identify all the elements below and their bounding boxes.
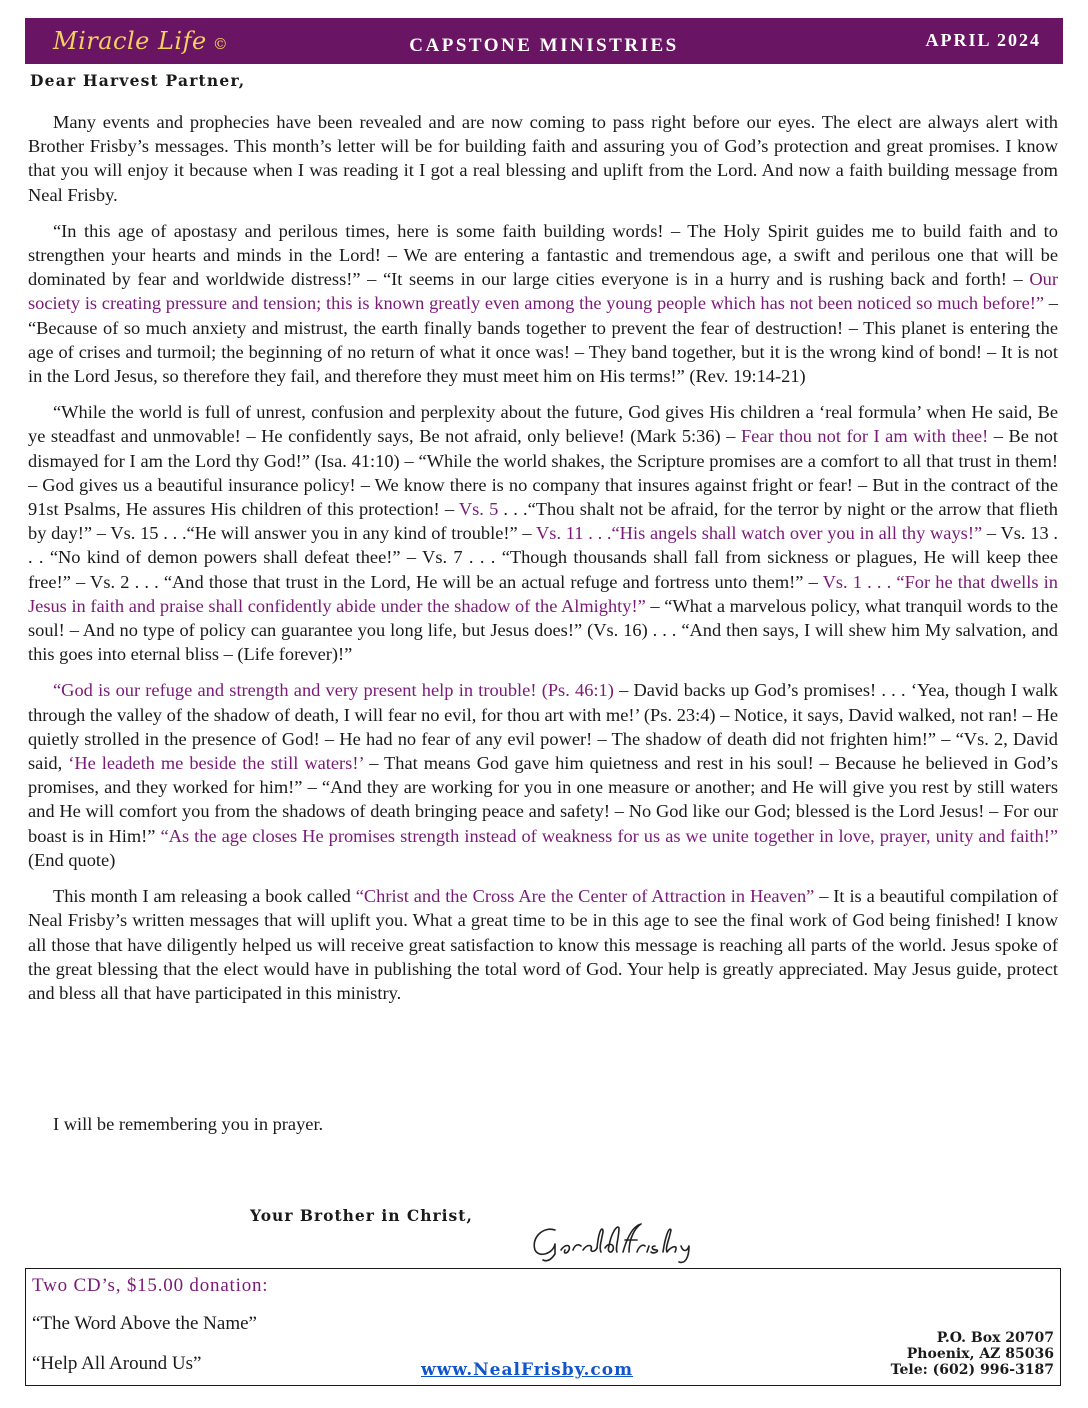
signature [525,1218,730,1266]
greeting: Dear Harvest Partner, [30,71,246,90]
signoff: Your Brother in Christ, [250,1206,473,1225]
paragraph-4: “God is our refuge and strength and very present help in trouble! (Ps. 46:1) – David backs up God’s promises! . . . ‘Yea, though I walk through the valley of the shadow of death, I will fear no evil, for thou art with me!’ (Ps. 23:4) – Notice, it says, David walked, not ran! – He quietly strolled in the presence of God! – He had no fear of any evil power! – The shadow of death did not frighten him!” – “Vs. 2, David said, ‘He leadeth me beside the still waters!’ – That means God gave him quietness and rest in his soul! – Because he believed in God’s promises, and they worked for him!” – “And they are working for you in one measure or another; and He will give you rest by still waters and He will comfort you from the shadows of death bringing peace and safety! – No God like our God; blessed is the Lord Jesus! – For our boast is in Him!” “As the age closes He promises strength instead of weakness for us as we unite together in love, prayer, unity and faith!” (End quote) [28,680,1058,870]
paragraph-1: Many events and prophecies have been revealed and are now coming to pass right before our eyes. The elect are always alert with Brother Frisby’s messages. This month’s letter will be for building faith and assuring you of God’s protection and great promises. I know that you will enjoy it because when I was reading it I got a real blessing and uplift from the Lord. And now a faith building message from Neal Frisby. [28,112,1058,205]
paragraph-2: “In this age of apostasy and perilous times, here is some faith building words! – The Holy Spirit guides me to build faith and to strengthen your hearts and minds in the Lord! – We are entering a fantastic and tremendous age, a swift and perilous one that will be dominated by fear and worldwide distress!” – “It seems in our large cities everyone is in a hurry and is rushing back and forth! – Our society is creating pressure and tension; this is known greatly even among the young people which has not been noticed so much before!” – “Because of so much anxiety and mistrust, the earth finally bands together to prevent the fear of destruction! – This planet is entering the age of crises and turmoil; the beginning of no return of what it once was! – They band together, but it is the wrong kind of bond! – It is not in the Lord Jesus, so therefore they fail, and therefore they must meet him on His terms!” (Rev. 19:14-21) [28,220,1058,387]
highlight-still-waters: ‘He leadeth me beside the still waters!’ [68,753,364,774]
paragraph-5: This month I am releasing a book called “Christ and the Cross Are the Center of Attraction in Heaven” – It is a beautiful compilation of Neal Frisby’s written messages that will uplift you. What a great time to be in this age to see the final work of God being finished! I know all those that have diligently helped us will receive great satisfaction to know this message is reaching all parts of the world. Jesus spoke of the great blessing that the elect would have in publishing the total word of God. Your help is greatly appreciated. May Jesus guide, protect and bless all that have participated in this ministry. [28,886,1059,1003]
paragraph-3: “While the world is full of unrest, confusion and perplexity about the future, God gives His children a ‘real formula’ when He said, Be ye steadfast and unmovable! – He confidently says, Be not afraid, only believe! (Mark 5:36) – Fear thou not for I am with thee! – Be not dismayed for I am the Lord thy God!” (Isa. 41:10) – “While the world shakes, the Scripture promises are a comfort to all that trust in them! – God gives us a beautiful insurance policy! – We know there is no company that insures against fright or fear! – But in the contract of the 91st Psalms, He assures His children of this protection! – Vs. 5 . . .“Thou shalt not be afraid, for the terror by night or the arrow that flieth by day!” – Vs. 15 . . .“He will answer you in any kind of trouble!” – Vs. 11 . . .“His angels shall watch over you in all thy ways!” – Vs. 13 . . . “No kind of demon powers shall defeat thee!” – Vs. 7 . . . “Though thousands shall fall from sickness or plagues, He will keep thee free!” – Vs. 2 . . . “And those that trust in the Lord, He will be an actual refuge and fortress unto them!” – Vs. 1 . . . “For he that dwells in Jesus in faith and praise shall confidently abide under the shadow of the Almighty!” – “What a marvelous policy, what tranquil words to the soul! – And no type of policy can guarantee you long life, but Jesus does!” (Vs. 16) . . . “And then says, I will shew him My salvation, and this goes into eternal bliss – (Life forever)!” [28,402,1058,665]
highlight-vs11: Vs. 11 . . .“His angels shall watch over you in all thy ways!” [536,523,983,544]
letter-body [28,110,1058,1017]
miracle-life-logo: Miracle Life © [53,27,229,55]
address-phone: Tele: (602) 996-3187 [890,1362,1054,1378]
highlight-vs5: Vs. 5 [458,499,499,520]
header-banner [25,18,1063,64]
cd-title-2: “Help All Around Us” [32,1353,202,1374]
highlight-vs1: Vs. 1 . . . “For he that dwells in Jesus in faith and praise shall confidently abide under the shadow of the Almighty!” [28,571,1058,616]
highlight-society: Our society is creating pressure and tension; this is known greatly even among the young people which has not been noticed so much before!” [28,269,1058,314]
highlight-book-title: “Christ and the Cross Are the Center of Attraction in Heaven” [355,886,815,907]
highlight-age-closes: “As the age closes He promises strength instead of weakness for us as we unite together in love, prayer, unity and faith!” [160,825,1058,846]
cd-offer-title: Two CD’s, $15.00 donation: [32,1275,269,1296]
website-link[interactable]: www.NealFrisby.com [421,1360,634,1380]
highlight-refuge: “God is our refuge and strength and very present help in trouble! (Ps. 46:1) [53,680,614,701]
cd-title-1: “The Word Above the Name” [32,1313,257,1334]
address-city: Phoenix, AZ 85036 [906,1346,1054,1362]
highlight-fear-not: Fear thou not for I am with thee! [740,426,989,447]
organization-name: CAPSTONE MINISTRIES [409,35,679,56]
issue-date: APRIL 2024 [925,30,1041,50]
address-po-box: P.O. Box 20707 [936,1330,1054,1346]
copyright-mark: © [212,35,229,53]
closing-line: I will be remembering you in prayer. [53,1114,324,1134]
mailing-address [891,1330,1054,1378]
cd-offer-box [25,1268,1061,1386]
